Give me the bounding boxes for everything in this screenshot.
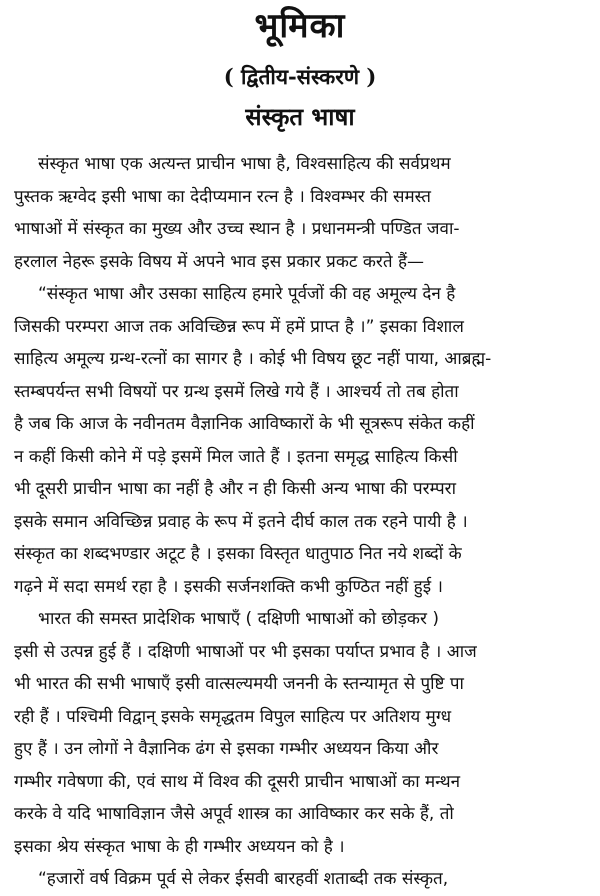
edition-subtitle: ( द्वितीय-संस्करणे ) <box>223 64 377 89</box>
text-line: “हजारों वर्ष विक्रम पूर्व से लेकर ईसवी बारहवीं शताब्दी तक संस्कृत, <box>38 869 449 889</box>
text-line: न कहीं किसी कोने में पड़े इसमें मिल जाते हैं । इतना समृद्ध साहित्य किसी <box>14 446 458 467</box>
text-line: गम्भीर गवेषणा की, एवं साथ में विश्व की दूसरी प्राचीन भाषाओं का मन्थन <box>14 771 460 792</box>
text-line: “संस्कृत भाषा और उसका साहित्य हमारे पूर्वजों की वह अमूल्य देन है <box>38 284 456 304</box>
text-line: पुस्तक ऋग्वेद इसी भाषा का देदीप्यमान रत्न है । विश्वम्भर की समस्त <box>14 186 431 207</box>
text-line: गढ़ने में सदा समर्थ रहा है । इसकी सर्जनशक्ति कभी कुण्ठित नहीं हुई । <box>14 576 443 597</box>
page-title: भूमिका <box>254 6 346 46</box>
section-heading: संस्कृत भाषा <box>245 102 355 131</box>
text-line: इसके समान अविच्छिन्न प्रवाह के रूप में इतने दीर्घ काल तक रहने पायी है । <box>14 511 468 532</box>
text-line: हरलाल नेहरू इसके विषय में अपने भाव इस प्रकार प्रकट करते हैं— <box>14 251 424 272</box>
text-line: साहित्य अमूल्य ग्रन्थ-रत्नों का सागर है । कोई भी विषय छूट नहीं पाया, आब्रह्म- <box>14 349 492 369</box>
text-line: संस्कृत भाषा एक अत्यन्त प्राचीन भाषा है, विश्वसाहित्य की सर्वप्रथम <box>38 154 451 174</box>
text-line: भी दूसरी प्राचीन भाषा का नहीं है और न ही किसी अन्य भाषा की परम्परा <box>14 479 457 499</box>
text-line: रही हैं । पश्चिमी विद्वान् इसके समृद्धतम विपुल साहित्य पर अतिशय मुग्ध <box>14 706 452 727</box>
text-line: इसी से उत्पन्न हुई हैं । दक्षिणी भाषाओं पर भी इसका पर्याप्त प्रभाव है । आज <box>14 641 477 662</box>
text-line: भारत की समस्त प्रादेशिक भाषाएँ ( दक्षिणी भाषाओं को छोड़कर ) <box>38 609 439 629</box>
text-line: संस्कृत का शब्दभण्डार अटूट है । इसका विस्तृत धातुपाठ नित नये शब्दों के <box>14 544 462 564</box>
body-text <box>14 148 594 896</box>
text-line: जिसकी परम्परा आज तक अविच्छिन्न रूप में हमें प्राप्त है ।” इसका विशाल <box>14 316 464 337</box>
text-line: स्तम्बपर्यन्त सभी विषयों पर ग्रन्थ इसमें लिखे गये हैं । आश्चर्य तो तब होता <box>14 381 459 402</box>
text-line: है जब कि आज के नवीनतम वैज्ञानिक आविष्कारों के भी सूत्ररूप संकेत कहीं <box>14 414 475 434</box>
text-line: भाषाओं में संस्कृत का मुख्य और उच्च स्थान है । प्रधानमन्त्री पण्डित जवा- <box>14 219 460 239</box>
text-line: भी भारत की सभी भाषाएँ इसी वात्सल्यमयी जननी के स्तन्यामृत से पुष्टि पा <box>14 674 464 694</box>
text-line: हुए हैं । उन लोगों ने वैज्ञानिक ढंग से इसका गम्भीर अध्ययन किया और <box>14 739 439 759</box>
text-line: इसका श्रेय संस्कृत भाषा के ही गम्भीर अध्ययन को है । <box>14 836 345 857</box>
text-line: करके वे यदि भाषाविज्ञान जैसे अपूर्व शास्त्र का आविष्कार कर सके हैं, तो <box>14 804 454 824</box>
